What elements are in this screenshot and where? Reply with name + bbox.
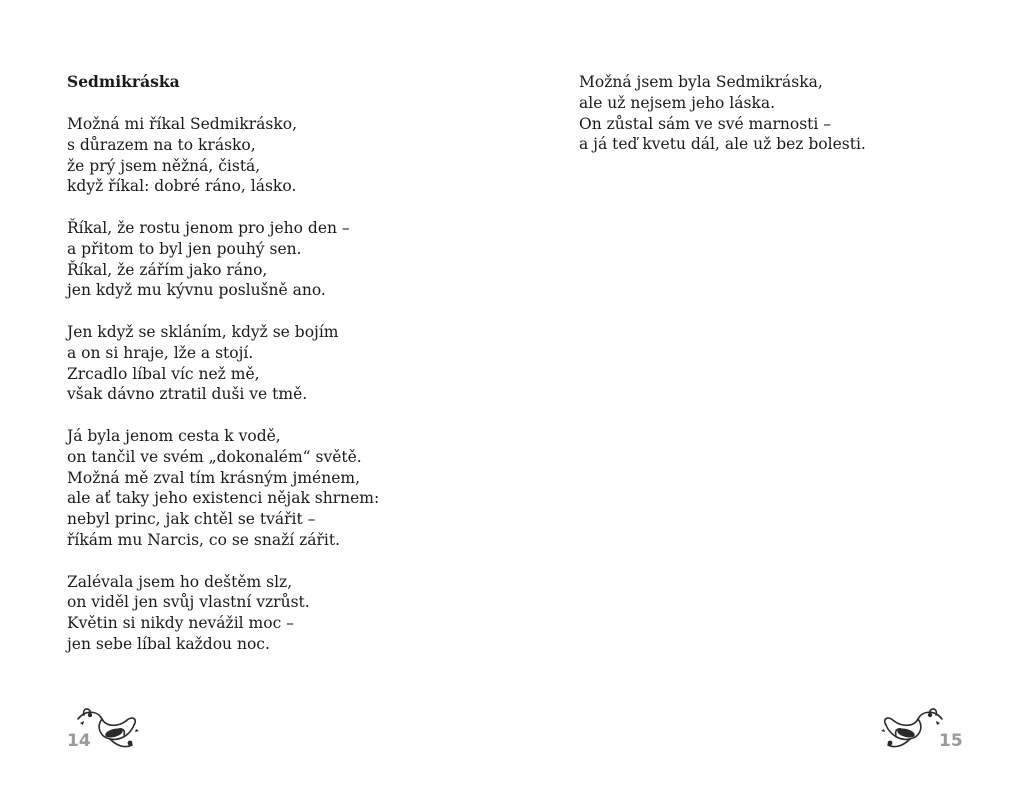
stanza (67, 114, 379, 197)
poem-title: Sedmikráska (67, 72, 180, 91)
poem-line: a já teď kvetu dál, ale už bez bolesti. (579, 135, 866, 154)
poem-line: Květin si nikdy nevážil moc – (67, 614, 294, 633)
poem-line: a přitom to byl jen pouhý sen. (67, 239, 302, 258)
poem-line: Možná mě zval tím krásným jménem, (67, 468, 360, 487)
poem-line: On zůstal sám ve své marnosti – (579, 114, 832, 133)
stanza (579, 72, 866, 155)
right-page (512, 0, 1024, 787)
poem-line: že prý jsem něžná, čistá, (67, 156, 261, 175)
poem-line: on viděl jen svůj vlastní vzrůst. (67, 593, 310, 612)
poem-line: Jen když se skláním, když se bojím (67, 322, 339, 341)
poem-line: Zrcadlo líbal víc než mě, (67, 364, 260, 383)
stanza (67, 572, 379, 655)
poem-line: Možná mi říkal Sedmikrásko, (67, 115, 298, 133)
poem-line: ale už nejsem jeho láska. (579, 93, 776, 112)
poem-line: on tančil ve svém „dokonalém“ světě. (67, 447, 362, 466)
poem-line: nebyl princ, jak chtěl se tvářit – (67, 510, 316, 529)
poem-line: jen sebe líbal každou noc. (67, 634, 270, 653)
stanza (67, 322, 379, 405)
stanza (67, 426, 379, 551)
poem-line: když říkal: dobré ráno, lásko. (67, 177, 297, 196)
page-number: 15 (939, 731, 963, 751)
poem-line: Já byla jenom cesta k vodě, (67, 426, 281, 445)
poem-line: Možná jsem byla Sedmikráska, (579, 73, 823, 91)
poem-line: a on si hraje, lže a stojí. (67, 343, 254, 362)
left-stanzas (67, 114, 379, 676)
page-number: 14 (67, 731, 91, 751)
poem-line: jen když mu kývnu poslušně ano. (67, 281, 326, 300)
poem-line: říkám mu Narcis, co se snaží zářit. (67, 530, 341, 549)
poem-line: s důrazem na to krásko, (67, 135, 256, 154)
floral-ornament-icon (878, 705, 948, 755)
poem-line: ale ať taky jeho existenci nějak shrnem: (67, 489, 380, 508)
poem-line: však dávno ztratil duši ve tmě. (67, 385, 308, 404)
stanza (67, 218, 379, 301)
poem-line: Zalévala jsem ho deštěm slz, (67, 572, 293, 591)
right-stanzas (579, 72, 866, 176)
poem-line: Říkal, že rostu jenom pro jeho den – (67, 218, 350, 237)
poem-line: Říkal, že zářím jako ráno, (67, 260, 268, 279)
